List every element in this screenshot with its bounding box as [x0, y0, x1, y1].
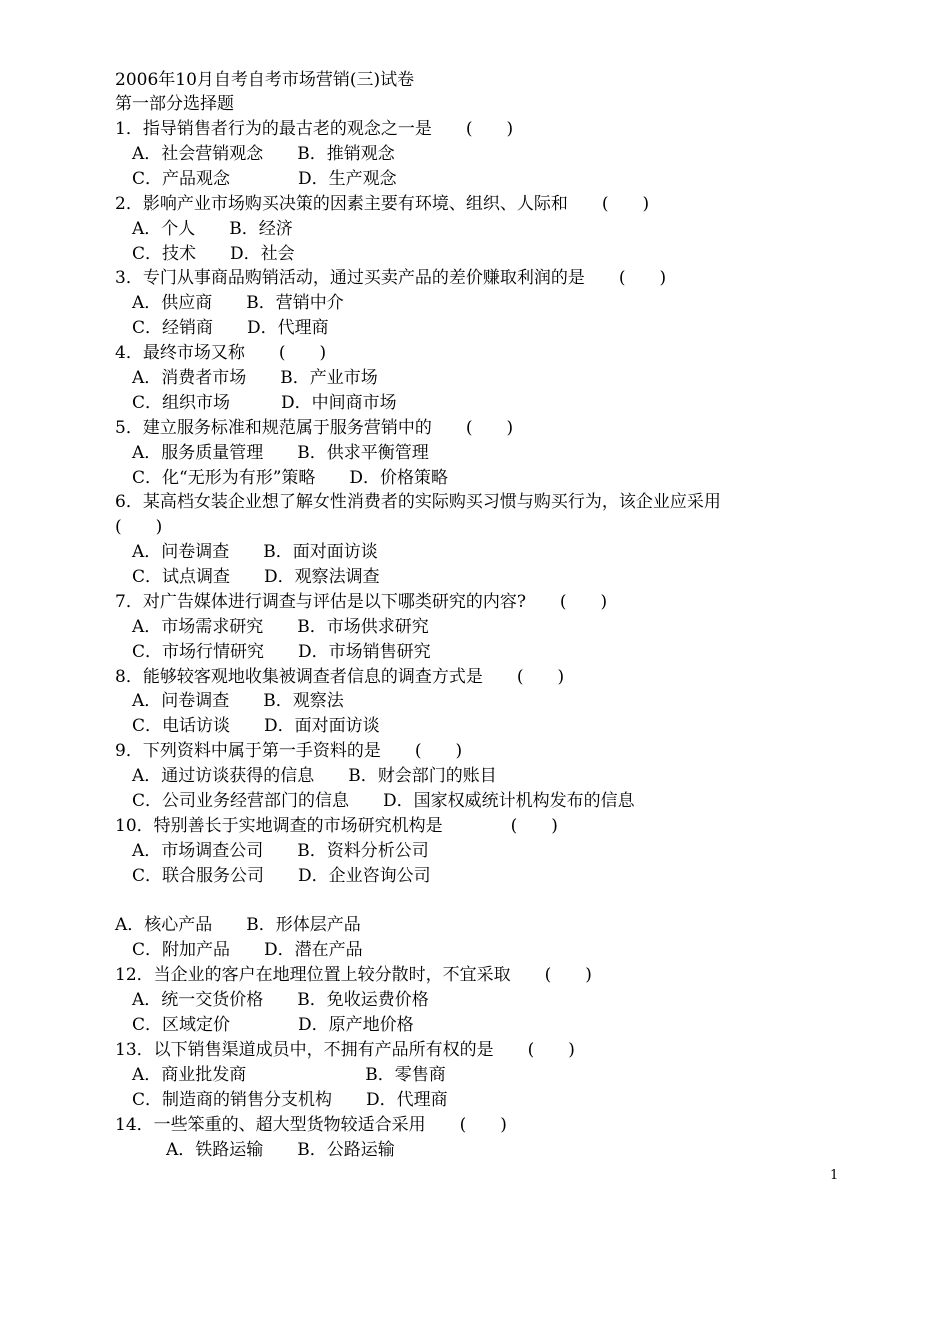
question-3-options-ab: A．供应商 B．营销中介	[115, 293, 344, 313]
question-11-options-cd: C．附加产品 D．潜在产品	[115, 940, 363, 960]
question-1-options-cd: C．产品观念 D．生产观念	[115, 169, 397, 189]
question-10-options-cd: C．联合服务公司 D．企业咨询公司	[115, 866, 431, 886]
question-12: 12．当企业的客户在地理位置上较分散时，不宜采取 ( )	[115, 965, 592, 985]
document-title: 2006年10月自考自考市场营销(三)试卷	[115, 70, 415, 90]
question-9-options-ab: A．通过访谈获得的信息 B．财会部门的账目	[115, 766, 497, 786]
question-7-options-cd: C．市场行情研究 D．市场销售研究	[115, 642, 431, 662]
question-10: 10．特别善长于实地调查的市场研究机构是 ( )	[115, 816, 558, 836]
question-2: 2．影响产业市场购买决策的因素主要有环境、组织、人际和 ( )	[115, 194, 650, 214]
question-13-options-ab: A．商业批发商 B．零售商	[115, 1065, 446, 1085]
question-1-options-ab: A．社会营销观念 B．推销观念	[115, 144, 395, 164]
page-number: 1	[830, 1168, 839, 1183]
question-10-options-ab: A．市场调查公司 B．资料分析公司	[115, 841, 429, 861]
question-13: 13．以下销售渠道成员中，不拥有产品所有权的是 ( )	[115, 1040, 575, 1060]
question-5-options-cd: C．化“无形为有形”策略 D．价格策略	[115, 468, 449, 488]
question-7-options-ab: A．市场需求研究 B．市场供求研究	[115, 617, 429, 637]
question-3: 3．专门从事商品购销活动，通过买卖产品的差价赚取利润的是 ( )	[115, 268, 667, 288]
question-14: 14．一些笨重的、超大型货物较适合采用 ( )	[115, 1115, 507, 1135]
question-6-options-cd: C．试点调查 D．观察法调查	[115, 567, 380, 587]
question-6-bracket: ( )	[115, 517, 163, 537]
question-4-options-cd: C．组织市场 D．中间商市场	[115, 393, 397, 413]
question-3-options-cd: C．经销商 D．代理商	[115, 318, 329, 338]
question-12-options-ab: A．统一交货价格 B．免收运费价格	[115, 990, 429, 1010]
question-11-options-ab: A．核心产品 B．形体层产品	[115, 915, 361, 935]
question-6: 6．某高档女装企业想了解女性消费者的实际购买习惯与购买行为，该企业应采用	[115, 492, 721, 512]
question-8: 8．能够较客观地收集被调查者信息的调查方式是 ( )	[115, 667, 565, 687]
question-4-options-ab: A．消费者市场 B．产业市场	[115, 368, 378, 388]
section-heading: 第一部分选择题	[115, 94, 234, 114]
question-12-options-cd: C．区域定价 D．原产地价格	[115, 1015, 414, 1035]
question-8-options-ab: A．问卷调查 B．观察法	[115, 691, 344, 711]
question-9-options-cd: C．公司业务经营部门的信息 D．国家权威统计机构发布的信息	[115, 791, 635, 811]
question-7: 7．对广告媒体进行调查与评估是以下哪类研究的内容? ( )	[115, 592, 608, 612]
question-14-options-ab: A．铁路运输 B．公路运输	[115, 1140, 395, 1160]
question-5: 5．建立服务标准和规范属于服务营销中的 ( )	[115, 418, 514, 438]
question-2-options-cd: C．技术 D．社会	[115, 244, 295, 264]
question-9: 9．下列资料中属于第一手资料的是 ( )	[115, 741, 463, 761]
question-13-options-cd: C．制造商的销售分支机构 D．代理商	[115, 1090, 448, 1110]
question-8-options-cd: C．电话访谈 D．面对面访谈	[115, 716, 380, 736]
question-4: 4．最终市场又称 ( )	[115, 343, 327, 363]
question-1: 1．指导销售者行为的最古老的观念之一是 ( )	[115, 119, 514, 139]
question-5-options-ab: A．服务质量管理 B．供求平衡管理	[115, 443, 429, 463]
question-6-options-ab: A．问卷调查 B．面对面访谈	[115, 542, 378, 562]
question-2-options-ab: A．个人 B．经济	[115, 219, 293, 239]
